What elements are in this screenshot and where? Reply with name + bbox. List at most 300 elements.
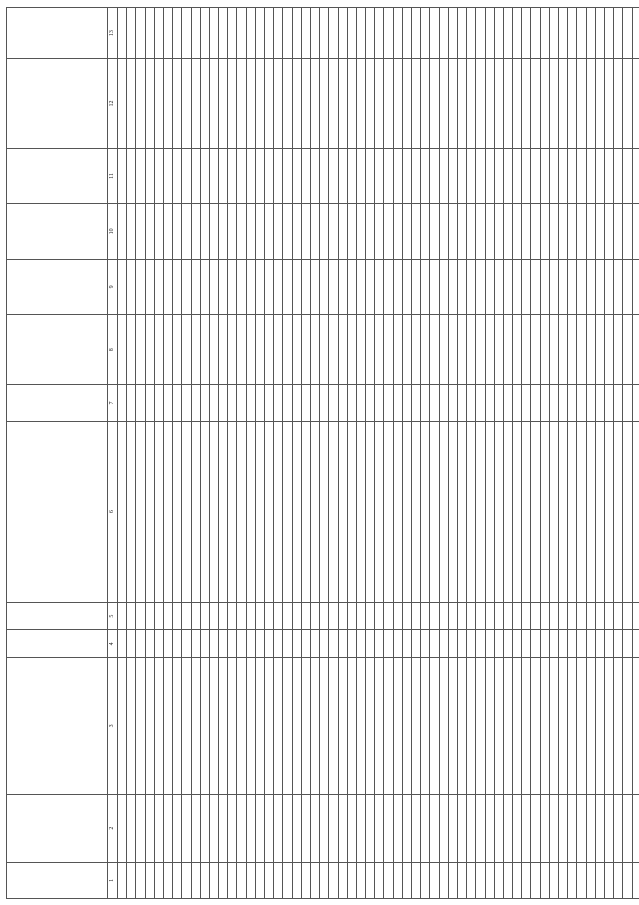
table-cell	[513, 794, 522, 862]
table-cell	[559, 385, 568, 421]
table-cell	[614, 385, 623, 421]
table-cell	[145, 794, 154, 862]
table-cell	[320, 421, 329, 602]
table-cell	[366, 315, 375, 385]
table-row	[228, 8, 237, 899]
table-cell	[384, 8, 393, 59]
table-cell	[329, 8, 338, 59]
table-cell	[503, 602, 512, 630]
table-cell	[513, 148, 522, 203]
table-cell	[136, 59, 145, 149]
table-cell	[274, 421, 283, 602]
table-cell	[476, 794, 485, 862]
table-cell	[384, 204, 393, 259]
table-cell	[384, 385, 393, 421]
table-cell	[366, 259, 375, 314]
table-cell	[310, 8, 319, 59]
table-cell	[173, 862, 182, 898]
table-cell	[200, 658, 209, 794]
table-cell	[467, 794, 476, 862]
table-cell	[604, 8, 613, 59]
table-cell	[559, 630, 568, 658]
header-cell	[7, 204, 108, 259]
table-cell	[632, 421, 639, 602]
table-cell	[494, 794, 503, 862]
header-cell	[7, 421, 108, 602]
table-cell	[145, 59, 154, 149]
table-cell	[402, 862, 411, 898]
table-cell	[522, 315, 531, 385]
table-cell	[467, 658, 476, 794]
table-cell	[577, 204, 586, 259]
table-cell	[154, 385, 163, 421]
table-cell	[632, 204, 639, 259]
table-cell	[623, 602, 632, 630]
table-cell	[402, 658, 411, 794]
table-cell	[283, 630, 292, 658]
table-cell	[228, 862, 237, 898]
table-cell	[412, 794, 421, 862]
table-cell	[623, 862, 632, 898]
table-cell	[329, 315, 338, 385]
table-cell	[448, 148, 457, 203]
table-cell	[310, 421, 319, 602]
table-cell	[467, 630, 476, 658]
table-cell	[503, 8, 512, 59]
table-cell	[604, 794, 613, 862]
table-cell	[494, 59, 503, 149]
table-cell	[118, 148, 127, 203]
table-cell	[623, 658, 632, 794]
table-cell	[503, 794, 512, 862]
table-cell	[457, 862, 466, 898]
table-row	[614, 8, 623, 899]
table-row	[632, 8, 639, 899]
table-row	[540, 8, 549, 899]
table-cell	[191, 602, 200, 630]
table-cell	[540, 862, 549, 898]
table-cell	[301, 862, 310, 898]
table-cell	[393, 658, 402, 794]
table-cell	[219, 259, 228, 314]
table-cell	[219, 602, 228, 630]
table-cell	[384, 602, 393, 630]
table-cell	[366, 794, 375, 862]
table-cell	[320, 148, 329, 203]
table-cell	[476, 421, 485, 602]
table-cell	[283, 59, 292, 149]
table-cell	[448, 794, 457, 862]
table-cell	[494, 259, 503, 314]
table-cell	[623, 148, 632, 203]
table-cell	[338, 630, 347, 658]
table-cell	[347, 315, 356, 385]
table-cell	[439, 630, 448, 658]
table-row	[393, 8, 402, 899]
table-cell	[265, 59, 274, 149]
table-cell	[623, 204, 632, 259]
table-cell	[228, 59, 237, 149]
table-cell	[577, 385, 586, 421]
table-row	[503, 8, 512, 899]
table-cell	[136, 794, 145, 862]
table-cell	[347, 59, 356, 149]
table-row	[412, 8, 421, 899]
table-cell	[154, 315, 163, 385]
table-cell	[255, 862, 264, 898]
table-cell	[448, 8, 457, 59]
table-cell	[255, 59, 264, 149]
table-cell	[540, 385, 549, 421]
table-cell	[457, 794, 466, 862]
table-cell	[402, 259, 411, 314]
table-cell	[127, 421, 136, 602]
table-cell	[246, 259, 255, 314]
table-cell	[163, 421, 172, 602]
table-cell	[476, 8, 485, 59]
table-cell	[559, 8, 568, 59]
table-cell	[200, 59, 209, 149]
table-cell	[559, 658, 568, 794]
table-cell	[301, 8, 310, 59]
table-cell	[118, 421, 127, 602]
table-cell	[255, 658, 264, 794]
table-cell	[531, 630, 540, 658]
table-cell	[540, 421, 549, 602]
table-cell	[145, 259, 154, 314]
table-cell	[540, 630, 549, 658]
table-cell	[366, 148, 375, 203]
table-cell	[430, 315, 439, 385]
table-cell	[237, 630, 246, 658]
table-cell	[402, 315, 411, 385]
table-cell	[522, 8, 531, 59]
table-cell	[274, 862, 283, 898]
table-cell	[586, 8, 595, 59]
table-cell	[338, 862, 347, 898]
table-cell	[632, 630, 639, 658]
table-cell	[255, 794, 264, 862]
table-cell	[623, 59, 632, 149]
table-cell	[200, 259, 209, 314]
table-cell	[494, 602, 503, 630]
table-cell	[485, 259, 494, 314]
table-cell	[549, 204, 558, 259]
table-cell	[237, 658, 246, 794]
table-cell	[173, 602, 182, 630]
table-cell	[559, 259, 568, 314]
table-cell	[421, 8, 430, 59]
table-cell	[375, 59, 384, 149]
table-cell	[163, 259, 172, 314]
table-cell	[154, 421, 163, 602]
table-cell	[559, 421, 568, 602]
table-cell	[338, 315, 347, 385]
table-cell	[246, 794, 255, 862]
table-cell	[549, 862, 558, 898]
table-cell	[209, 862, 218, 898]
table-cell	[118, 862, 127, 898]
table-cell	[338, 59, 347, 149]
table-cell	[549, 59, 558, 149]
table-row	[191, 8, 200, 899]
table-cell	[255, 602, 264, 630]
table-cell	[366, 658, 375, 794]
table-cell	[338, 204, 347, 259]
table-cell	[246, 385, 255, 421]
table-cell	[163, 8, 172, 59]
table-cell	[439, 204, 448, 259]
table-cell	[366, 385, 375, 421]
table-cell	[568, 862, 577, 898]
column-number: 1	[108, 862, 118, 898]
table-cell	[301, 385, 310, 421]
table-cell	[439, 421, 448, 602]
table-cell	[513, 658, 522, 794]
table-cell	[577, 59, 586, 149]
table-cell	[522, 862, 531, 898]
table-cell	[412, 315, 421, 385]
column-number: 3	[108, 658, 118, 794]
table-cell	[476, 59, 485, 149]
table-cell	[522, 602, 531, 630]
table-cell	[494, 862, 503, 898]
data-table	[6, 7, 639, 899]
table-cell	[476, 204, 485, 259]
table-cell	[577, 421, 586, 602]
table-cell	[246, 630, 255, 658]
table-cell	[182, 421, 191, 602]
table-cell	[347, 630, 356, 658]
table-cell	[412, 421, 421, 602]
table-cell	[375, 421, 384, 602]
table-cell	[127, 8, 136, 59]
table-cell	[467, 421, 476, 602]
table-cell	[503, 421, 512, 602]
table-cell	[329, 630, 338, 658]
table-cell	[200, 794, 209, 862]
table-cell	[457, 59, 466, 149]
table-cell	[531, 385, 540, 421]
table-cell	[604, 315, 613, 385]
table-cell	[228, 794, 237, 862]
table-cell	[549, 794, 558, 862]
table-cell	[430, 630, 439, 658]
table-cell	[356, 59, 365, 149]
table-cell	[457, 421, 466, 602]
table-row	[145, 8, 154, 899]
table-cell	[163, 385, 172, 421]
table-cell	[118, 59, 127, 149]
table-cell	[283, 204, 292, 259]
table-cell	[163, 658, 172, 794]
table-cell	[485, 8, 494, 59]
table-cell	[412, 59, 421, 149]
table-row	[549, 8, 558, 899]
table-cell	[476, 862, 485, 898]
table-row	[237, 8, 246, 899]
table-cell	[457, 385, 466, 421]
table-cell	[513, 862, 522, 898]
table-cell	[219, 8, 228, 59]
table-cell	[127, 148, 136, 203]
table-cell	[127, 658, 136, 794]
table-cell	[136, 602, 145, 630]
column-number: 10	[108, 204, 118, 259]
table-row	[531, 8, 540, 899]
table-cell	[430, 658, 439, 794]
table-cell	[568, 602, 577, 630]
table-cell	[402, 59, 411, 149]
table-cell	[457, 204, 466, 259]
table-cell	[549, 630, 558, 658]
table-cell	[577, 794, 586, 862]
table-cell	[393, 385, 402, 421]
table-cell	[163, 59, 172, 149]
table-cell	[191, 8, 200, 59]
table-cell	[219, 421, 228, 602]
table-cell	[485, 315, 494, 385]
table-cell	[632, 794, 639, 862]
table-cell	[503, 862, 512, 898]
table-cell	[448, 59, 457, 149]
table-cell	[430, 602, 439, 630]
table-cell	[531, 862, 540, 898]
table-cell	[301, 421, 310, 602]
table-cell	[154, 630, 163, 658]
table-cell	[347, 421, 356, 602]
table-cell	[136, 385, 145, 421]
table-cell	[586, 630, 595, 658]
table-cell	[430, 794, 439, 862]
table-cell	[320, 862, 329, 898]
table-cell	[439, 602, 448, 630]
table-cell	[246, 602, 255, 630]
table-row	[265, 8, 274, 899]
table-cell	[494, 421, 503, 602]
table-cell	[577, 8, 586, 59]
table-cell	[568, 421, 577, 602]
table-cell	[338, 8, 347, 59]
table-cell	[173, 204, 182, 259]
table-cell	[476, 385, 485, 421]
table-cell	[292, 602, 301, 630]
table-cell	[522, 204, 531, 259]
table-cell	[356, 315, 365, 385]
table-cell	[228, 8, 237, 59]
table-cell	[228, 602, 237, 630]
table-cell	[623, 385, 632, 421]
table-row	[209, 8, 218, 899]
table-cell	[421, 658, 430, 794]
table-cell	[283, 8, 292, 59]
table-cell	[292, 259, 301, 314]
table-row	[577, 8, 586, 899]
table-cell	[393, 794, 402, 862]
table-cell	[118, 204, 127, 259]
table-cell	[320, 602, 329, 630]
table-cell	[559, 602, 568, 630]
table-cell	[586, 148, 595, 203]
table-cell	[402, 602, 411, 630]
table-cell	[173, 315, 182, 385]
table-cell	[439, 315, 448, 385]
table-row	[476, 8, 485, 899]
table-cell	[219, 862, 228, 898]
table-cell	[118, 315, 127, 385]
table-cell	[476, 148, 485, 203]
table-cell	[329, 658, 338, 794]
table-cell	[265, 602, 274, 630]
table-cell	[559, 315, 568, 385]
table-cell	[163, 204, 172, 259]
table-cell	[237, 204, 246, 259]
table-cell	[467, 148, 476, 203]
table-cell	[549, 421, 558, 602]
table-cell	[209, 630, 218, 658]
table-cell	[439, 862, 448, 898]
table-cell	[393, 421, 402, 602]
table-cell	[366, 630, 375, 658]
table-cell	[200, 315, 209, 385]
table-cell	[209, 148, 218, 203]
table-cell	[255, 315, 264, 385]
header-cell	[7, 59, 108, 149]
table-row	[402, 8, 411, 899]
column-number: 4	[108, 630, 118, 658]
table-cell	[356, 421, 365, 602]
table-cell	[200, 385, 209, 421]
table-cell	[274, 8, 283, 59]
table-cell	[623, 630, 632, 658]
table-cell	[467, 8, 476, 59]
table-cell	[145, 862, 154, 898]
table-cell	[219, 148, 228, 203]
table-row	[568, 8, 577, 899]
header-cell	[7, 8, 108, 59]
table-cell	[384, 862, 393, 898]
table-row	[163, 8, 172, 899]
table-cell	[228, 421, 237, 602]
table-cell	[375, 8, 384, 59]
table-cell	[467, 259, 476, 314]
table-cell	[292, 421, 301, 602]
table-row	[283, 8, 292, 899]
table-cell	[549, 385, 558, 421]
table-cell	[182, 59, 191, 149]
table-cell	[265, 658, 274, 794]
table-cell	[485, 385, 494, 421]
table-cell	[559, 204, 568, 259]
table-cell	[173, 630, 182, 658]
table-cell	[182, 259, 191, 314]
table-cell	[292, 385, 301, 421]
table-cell	[310, 862, 319, 898]
table-cell	[586, 602, 595, 630]
table-cell	[356, 658, 365, 794]
table-cell	[540, 8, 549, 59]
table-cell	[255, 204, 264, 259]
table-cell	[283, 602, 292, 630]
table-cell	[531, 259, 540, 314]
table-cell	[219, 658, 228, 794]
table-cell	[182, 204, 191, 259]
table-cell	[173, 658, 182, 794]
table-cell	[283, 385, 292, 421]
table-cell	[522, 421, 531, 602]
table-cell	[145, 315, 154, 385]
table-cell	[136, 630, 145, 658]
